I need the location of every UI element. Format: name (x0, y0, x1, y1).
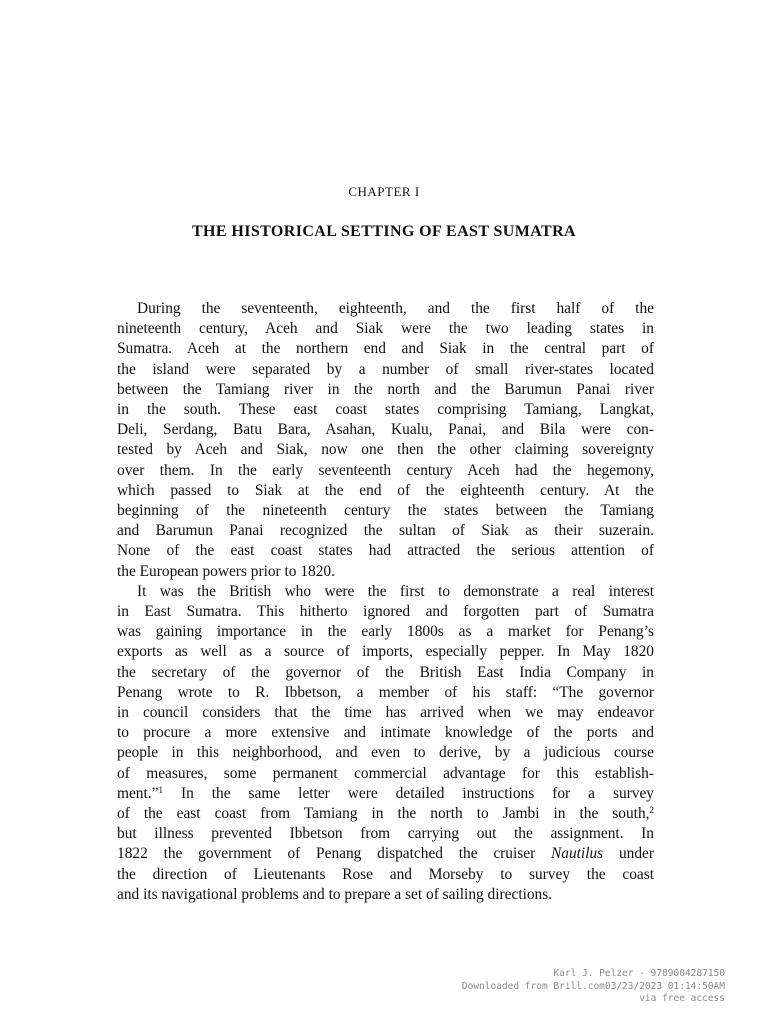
text-line: and its navigational problems and to prepare a set of sailing directions. (117, 885, 553, 903)
text-line: During the seventeenth, eighteenth, and the first half of the (137, 300, 654, 317)
text-line: which passed to Siak at the end of the eighteenth century. At the (117, 481, 654, 499)
text-line: None of the east coast states had attracted the serious attention of (117, 542, 654, 560)
text-line: It was the British who were the first to demonstrate a real interest (137, 582, 654, 600)
watermark-author-isbn: Karl J. Pelzer - 9789004287150 (553, 968, 725, 979)
text-line: was gaining importance in the early 1800s as a market for Penang’s (117, 623, 654, 641)
watermark-access: via free access (639, 993, 725, 1004)
text-line: beginning of the nineteenth century the states between the Tamiang (117, 502, 654, 520)
text-line: the island were separated by a number of small river-states located (117, 360, 654, 378)
text-segment: 1822 the government of Penang dispatched the cruiser (117, 845, 551, 863)
text-line: Sumatra. Aceh at the northern end and Siak in the central part of (117, 340, 654, 358)
text-line: the secretary of the governor of the British East India Company in (117, 663, 654, 681)
text-line: in council considers that the time has arrived when we may endeavor (117, 704, 654, 722)
footnote-ref-1: 1 (158, 784, 163, 795)
text-line: exports as well as a source of imports, especially pepper. In May 1820 (117, 643, 654, 661)
text-line: tested by Aceh and Siak, now one then the other claiming sovereignty (117, 441, 654, 459)
paragraph-1 (117, 299, 654, 582)
text-line: and Barumun Panai recognized the sultan of Siak as their suzerain. (117, 522, 654, 540)
text-line: in East Sumatra. This hitherto ignored and forgotten part of Sumatra (117, 603, 654, 621)
text-segment: of the east coast from Tamiang in the north to Jambi in the south, (117, 805, 650, 823)
download-watermark (462, 968, 725, 1006)
text-line: to procure a more extensive and intimate knowledge of the ports and (117, 724, 654, 742)
paragraph-2 (117, 582, 654, 905)
body-text (117, 299, 654, 905)
chapter-title: THE HISTORICAL SETTING OF EAST SUMATRA (191, 223, 577, 240)
text-segment: In the same letter were detailed instructions for a survey (162, 784, 654, 802)
text-line: but illness prevented Ibbetson from carrying out the assignment. In (117, 825, 654, 843)
text-line-footnote-2 (117, 804, 654, 824)
text-line: in the south. These east coast states comprising Tamiang, Langkat, (117, 401, 654, 419)
footnote-ref-2: 2 (649, 805, 654, 816)
text-segment: ment.” (117, 784, 159, 802)
text-line: between the Tamiang river in the north and the Barumun Panai river (117, 380, 654, 398)
text-line: people in this neighborhood, and even to derive, by a judicious course (117, 744, 654, 762)
text-line-footnote-1 (117, 784, 654, 804)
text-line: the direction of Lieutenants Rose and Morseby to survey the coast (117, 865, 654, 883)
chapter-label: CHAPTER I (348, 184, 420, 199)
ship-name: Nautilus (551, 845, 604, 863)
watermark-download-info: Downloaded from Brill.com03/23/2023 01:14:50AM (461, 980, 725, 992)
text-line-ship-name (117, 844, 654, 864)
text-line: nineteenth century, Aceh and Siak were the two leading states in (117, 320, 654, 338)
text-segment: under (603, 845, 654, 863)
text-line: over them. In the early seventeenth century Aceh had the hegemony, (117, 461, 654, 479)
text-line: Deli, Serdang, Batu Bara, Asahan, Kualu, Panai, and Bila were con- (117, 421, 654, 439)
text-line: of measures, some permanent commercial advantage for this establish- (117, 764, 654, 782)
text-line: the European powers prior to 1820. (117, 562, 335, 580)
text-line: Penang wrote to R. Ibbetson, a member of his staff: “The governor (117, 683, 654, 701)
